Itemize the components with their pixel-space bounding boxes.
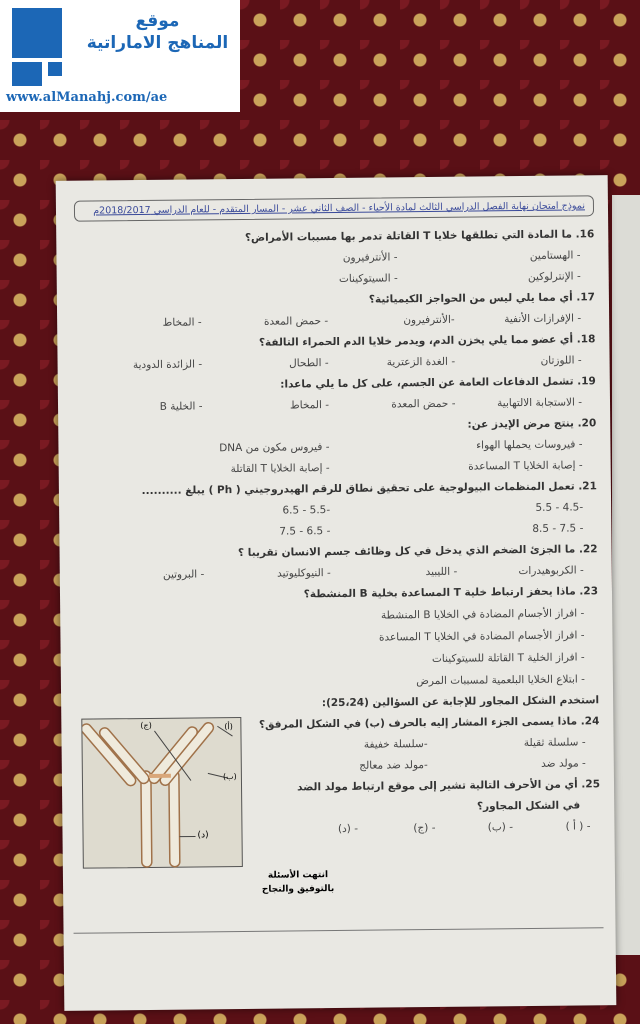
option[interactable]: - الليبيد (425, 565, 458, 579)
option[interactable]: - المخاط (162, 316, 202, 329)
label-a: (أ) (224, 722, 233, 732)
logo-square-icon (12, 8, 62, 58)
logo-url: www.alManahj.com/ae (6, 90, 168, 105)
option[interactable]: - افراز الأجسام المضادة في الخلايا B المنشطة (380, 607, 585, 622)
option[interactable]: - الخلية B (159, 400, 203, 413)
end-note: انتهت الأسئلة بالتوفيق والنجاح (261, 870, 335, 895)
option[interactable]: - سلسلة ثقيلة (523, 736, 586, 750)
instruction: استخدم الشكل المجاور للإجابة عن السؤالين (25،24): (321, 694, 600, 710)
option[interactable]: - فيروسات يحملها الهواء (476, 438, 583, 452)
option[interactable]: - الكربوهيدرات (518, 564, 584, 578)
question-22: 22. ما الجزئ الضخم الذي يدخل في كل وظائف جسم الانسان تقريبا ؟ (237, 543, 598, 560)
option[interactable]: - حمض المعدة (263, 315, 329, 328)
question-20: 20. ينتج مرض الإيدز عن: (467, 417, 597, 431)
option[interactable]: - 7.5 - 8.5 (532, 522, 584, 535)
question-21: 21. تعمل المنظمات البيولوجية على تحقيق نطاق للرقم الهيدروجيني ( Ph ) يبلغ .......... (141, 480, 597, 498)
option[interactable]: - افراز الخلية T القاتلة للسيتوكينات (431, 651, 585, 665)
option[interactable]: - حمض المعدة (391, 397, 456, 411)
option[interactable]: - الإنترلوكين (527, 270, 581, 283)
question-17: 17. أي مما يلي ليس من الحواجز الكيميائية؟ (368, 291, 595, 306)
footer-fineprint (74, 927, 604, 945)
label-d: (د) (197, 830, 209, 841)
option[interactable]: - الغدة الزعترية (386, 355, 456, 369)
exam-paper (56, 175, 617, 1011)
option[interactable]: - مولد ضد (541, 757, 586, 770)
option[interactable]: -4.5 - 5.5 (535, 501, 584, 514)
question-16: 16. ما المادة التي تطلقها خلايا T القاتلة تدمر بها مسببات الأمراض؟ (244, 228, 595, 244)
option[interactable]: - (د) (337, 822, 359, 835)
option[interactable]: - اللوزتان (540, 354, 582, 367)
question-24: 24. ماذا يسمى الجزء المشار إليه بالحرف (ب) في الشكل المرفق؟ (258, 715, 600, 731)
option[interactable]: - الهستامين (529, 249, 581, 262)
option[interactable]: - المخاط (289, 399, 330, 412)
site-logo (0, 0, 240, 112)
option[interactable]: - الطحال (289, 357, 329, 370)
option[interactable]: - الأنترفيرون (342, 251, 398, 264)
option[interactable]: -الأنترفيرون (403, 313, 455, 327)
option[interactable]: - ( أ ) (565, 820, 591, 833)
exam-header: نموذج امتحان نهاية الفصل الدراسي الثالث لمادة الأحياء - الصف الثاني عشر - المسار المتقدم - للعام الدراسي 2018/2017م (74, 195, 594, 221)
question-18: 18. أي عضو مما يلي يخزن الدم، ويدمر خلايا الدم الحمراء التالفة؟ (258, 333, 596, 349)
option[interactable]: - النيوكليوتيد (277, 567, 331, 580)
logo-title: موقع المناهج الاماراتية (86, 11, 229, 53)
option[interactable]: -مولد ضد معالج (359, 759, 428, 772)
antibody-diagram (81, 717, 243, 869)
logo-square-icon (12, 62, 42, 86)
option[interactable]: - البروتين (162, 568, 205, 581)
question-25: 25. أي من الأحرف التالية تشير إلى موقع ارتباط مولد الضد في الشكل المجاور؟ (297, 778, 601, 813)
label-c: (ج) (140, 720, 152, 731)
option[interactable]: - فيروس مكون من DNA (219, 441, 330, 455)
option[interactable]: - إصابة الخلايا T المساعدة (468, 459, 583, 473)
logo-square-icon (48, 62, 62, 76)
option[interactable]: - إصابة الخلايا T القاتلة (230, 462, 330, 476)
label-b: (ب) (222, 772, 237, 782)
option[interactable]: - افراز الأجسام المضادة في الخلايا T المساعدة (378, 629, 585, 644)
option[interactable]: -5.5 - 6.5 (282, 504, 331, 517)
question-19: 19. تشمل الدفاعات العامة عن الجسم، على كل ما يلي ماعدا: (280, 375, 596, 391)
option[interactable]: - ابتلاع الخلايا البلعمية لمسببات المرض (416, 673, 585, 688)
option[interactable]: - السيتوكينات (338, 272, 398, 285)
option[interactable]: - (ج) (413, 821, 436, 835)
option[interactable]: - الإفرازات الأنفية (504, 312, 582, 326)
question-23: 23. ماذا يحفز ارتباط خلية T المساعدة بخلية B المنشطة؟ (303, 585, 599, 601)
option[interactable]: - الاستجابة الالتهابية (497, 396, 583, 410)
option[interactable]: - 6.5 - 7.5 (279, 525, 331, 538)
option[interactable]: -سلسلة خفيفة (363, 738, 428, 751)
option[interactable]: - (ب) (487, 821, 514, 834)
option[interactable]: - الزائدة الدودية (132, 358, 203, 372)
next-page-edge (612, 195, 640, 955)
